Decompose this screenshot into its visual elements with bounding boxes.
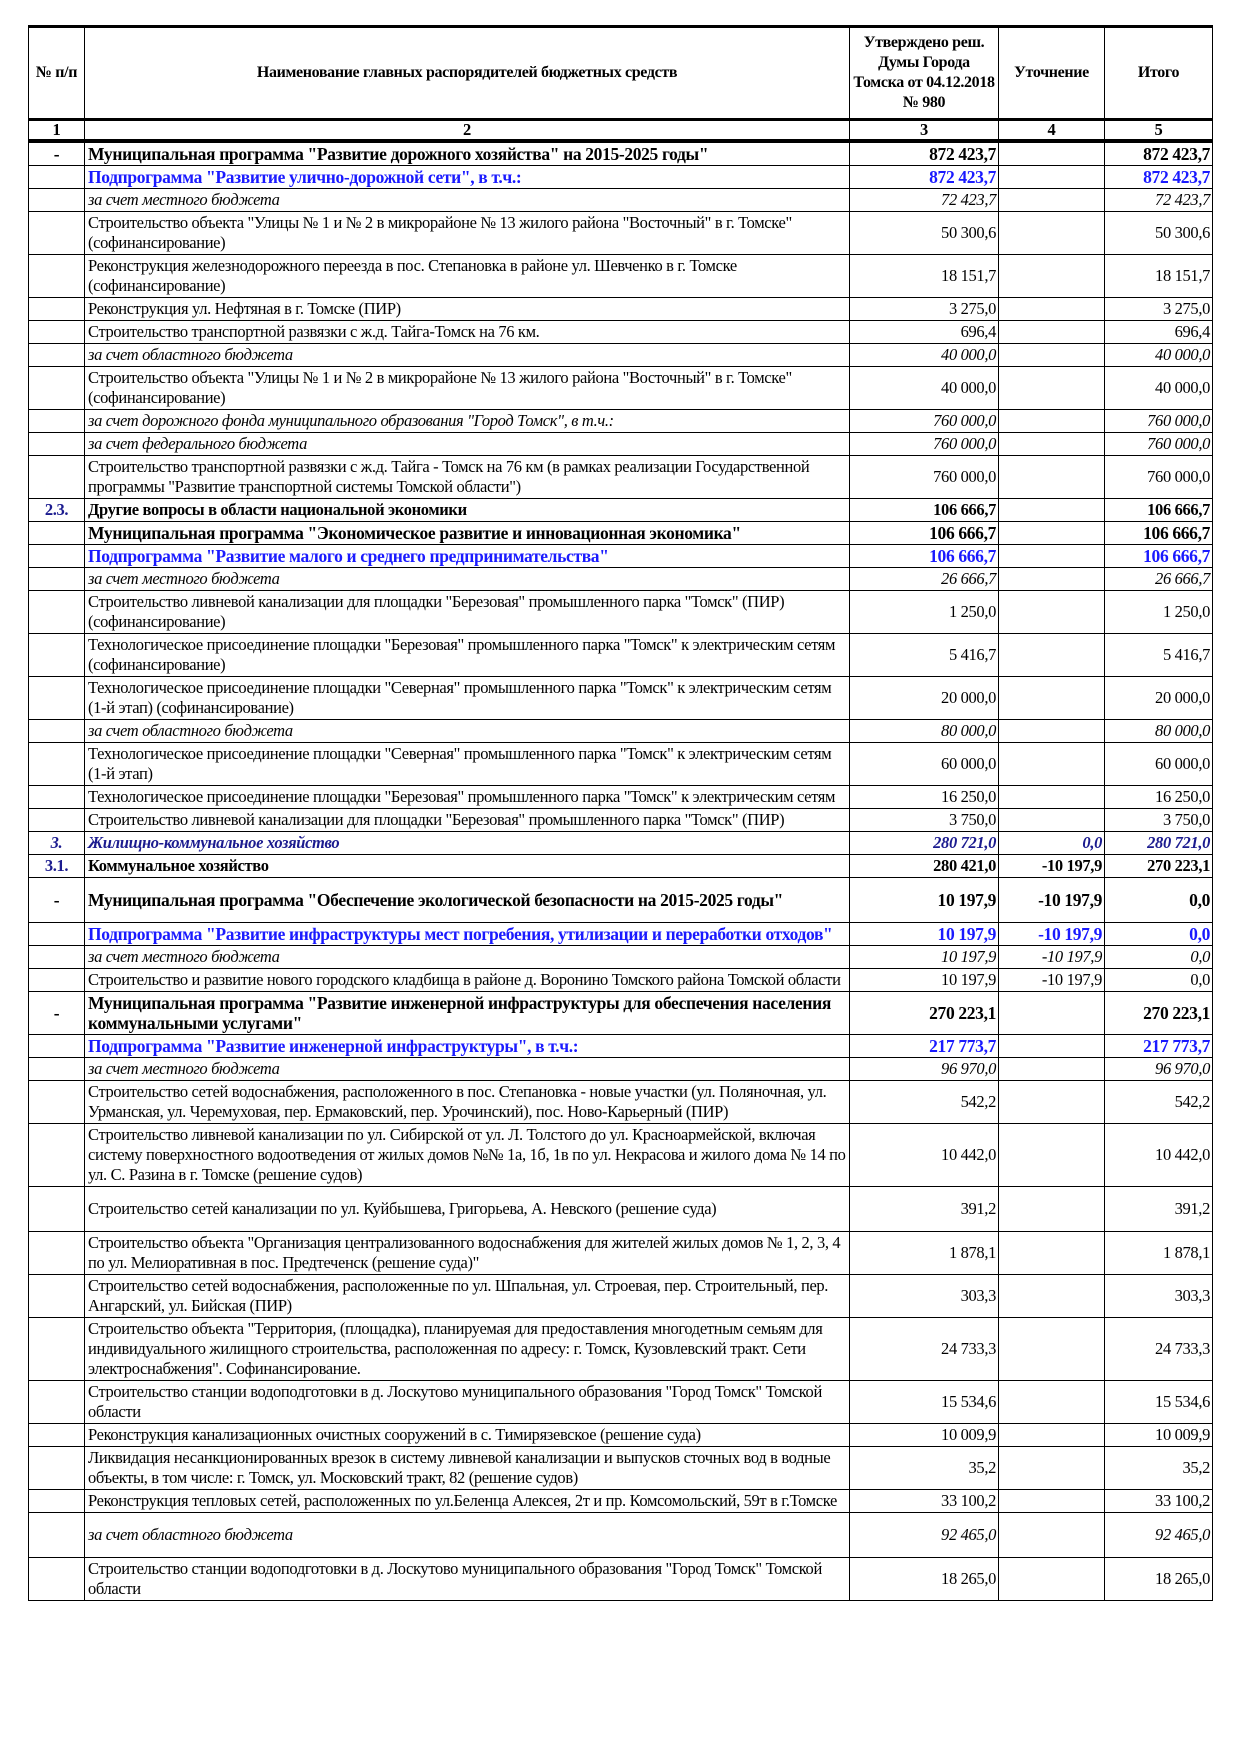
table-row (29, 1490, 1213, 1513)
row-number (29, 786, 85, 809)
row-number (29, 1058, 85, 1081)
total-value: 24 733,3 (1105, 1318, 1213, 1381)
row-name: Реконструкция тепловых сетей, расположенных по ул.Беленца Алексея, 2т и пр. Комсомольский, 59т в г.Томске (85, 1490, 850, 1513)
row-number (29, 522, 85, 545)
approved-value: 270 223,1 (850, 992, 999, 1035)
change-value (999, 1124, 1105, 1187)
table-row (29, 786, 1213, 809)
row-number (29, 410, 85, 433)
row-number (29, 321, 85, 344)
table-body (29, 141, 1213, 1601)
total-value: 303,3 (1105, 1275, 1213, 1318)
table-row (29, 946, 1213, 969)
total-value: 872 423,7 (1105, 141, 1213, 166)
change-value (999, 1447, 1105, 1490)
header-approved: Утверждено реш. Думы Города Томска от 04.12.2018 № 980 (850, 27, 999, 120)
approved-value: 24 733,3 (850, 1318, 999, 1381)
approved-value: 15 534,6 (850, 1381, 999, 1424)
change-value (999, 568, 1105, 591)
approved-value: 872 423,7 (850, 166, 999, 189)
approved-value: 760 000,0 (850, 456, 999, 499)
table-row (29, 1232, 1213, 1275)
change-value (999, 545, 1105, 568)
change-value (999, 677, 1105, 720)
total-value: 760 000,0 (1105, 410, 1213, 433)
row-name: за счет областного бюджета (85, 720, 850, 743)
table-row (29, 141, 1213, 166)
change-value (999, 1058, 1105, 1081)
row-name: Строительство ливневой канализации по ул. Сибирской от ул. Л. Толстого до ул. Красноармейской, включая систему поверхностного водоотведения от жилых домов №№ 1а, 1б, 1в по ул. Некрасова и жилого дома № 14 по ул. С. Разина в г. Томске (решение судов) (85, 1124, 850, 1187)
row-name: Подпрограмма "Развитие инфраструктуры мест погребения, утилизации и переработки отходов" (85, 923, 850, 946)
change-value: -10 197,9 (999, 969, 1105, 992)
row-number (29, 568, 85, 591)
row-number (29, 969, 85, 992)
row-name: Строительство объекта "Территория, (площадка), планируемая для предоставления многодетным семьям для индивидуального жилищного строительства, расположенная по адресу: г. Томск, Кузовлевский тракт. Сети электроснабжения". Софинансирование. (85, 1318, 850, 1381)
total-value: 106 666,7 (1105, 522, 1213, 545)
row-name: за счет федерального бюджета (85, 433, 850, 456)
change-value (999, 591, 1105, 634)
table-row (29, 809, 1213, 832)
approved-value: 1 250,0 (850, 591, 999, 634)
row-number: - (29, 992, 85, 1035)
total-value: 0,0 (1105, 969, 1213, 992)
table-row (29, 1081, 1213, 1124)
total-value: 10 442,0 (1105, 1124, 1213, 1187)
change-value (999, 992, 1105, 1035)
total-value: 391,2 (1105, 1187, 1213, 1232)
row-number (29, 1232, 85, 1275)
row-name: Строительство объекта "Улицы № 1 и № 2 в микрорайоне № 13 жилого района "Восточный" в г. Томске" (софинансирование) (85, 367, 850, 410)
total-value: 96 970,0 (1105, 1058, 1213, 1081)
table-row (29, 923, 1213, 946)
table-row (29, 298, 1213, 321)
row-name: Коммунальное хозяйство (85, 855, 850, 878)
total-value: 1 878,1 (1105, 1232, 1213, 1275)
change-value (999, 166, 1105, 189)
change-value (999, 786, 1105, 809)
row-number (29, 634, 85, 677)
approved-value: 696,4 (850, 321, 999, 344)
change-value (999, 1558, 1105, 1601)
approved-value: 10 197,9 (850, 969, 999, 992)
total-value: 80 000,0 (1105, 720, 1213, 743)
header-total: Итого (1105, 27, 1213, 120)
approved-value: 33 100,2 (850, 1490, 999, 1513)
total-value: 72 423,7 (1105, 189, 1213, 212)
total-value: 760 000,0 (1105, 456, 1213, 499)
row-name: Подпрограмма "Развитие улично-дорожной сети", в т.ч.: (85, 166, 850, 189)
total-value: 18 151,7 (1105, 255, 1213, 298)
row-name: за счет местного бюджета (85, 1058, 850, 1081)
change-value (999, 809, 1105, 832)
approved-value: 16 250,0 (850, 786, 999, 809)
approved-value: 10 197,9 (850, 946, 999, 969)
row-number (29, 1381, 85, 1424)
table-row (29, 992, 1213, 1035)
row-name: Муниципальная программа "Обеспечение экологической безопасности на 2015-2025 годы" (85, 878, 850, 923)
row-number: - (29, 141, 85, 166)
total-value: 0,0 (1105, 923, 1213, 946)
row-number: 3. (29, 832, 85, 855)
total-value: 270 223,1 (1105, 992, 1213, 1035)
table-row (29, 344, 1213, 367)
row-number (29, 1275, 85, 1318)
row-name: Строительство сетей канализации по ул. Куйбышева, Григорьева, А. Невского (решение суда) (85, 1187, 850, 1232)
change-value (999, 212, 1105, 255)
change-value (999, 1381, 1105, 1424)
total-value: 16 250,0 (1105, 786, 1213, 809)
row-number (29, 1187, 85, 1232)
row-number (29, 189, 85, 212)
change-value (999, 1035, 1105, 1058)
change-value (999, 1318, 1105, 1381)
approved-value: 280 721,0 (850, 832, 999, 855)
table-row (29, 591, 1213, 634)
table-row (29, 321, 1213, 344)
approved-value: 3 750,0 (850, 809, 999, 832)
total-value: 40 000,0 (1105, 344, 1213, 367)
row-name: Строительство сетей водоснабжения, расположенного в пос. Степановка - новые участки (ул. Поляночная, ул. Урманская, ул. Черемуховая, пер. Ермаковский, пер. Урочинский), пос. Ново-Карьерный (ПИР) (85, 1081, 850, 1124)
row-name: за счет областного бюджета (85, 1513, 850, 1558)
row-name: за счет дорожного фонда муниципального образования "Город Томск", в т.ч.: (85, 410, 850, 433)
total-value: 15 534,6 (1105, 1381, 1213, 1424)
change-value (999, 522, 1105, 545)
approved-value: 40 000,0 (850, 367, 999, 410)
row-number (29, 1318, 85, 1381)
table-row (29, 1513, 1213, 1558)
table-row (29, 634, 1213, 677)
row-name: за счет областного бюджета (85, 344, 850, 367)
change-value (999, 298, 1105, 321)
row-name: Технологическое присоединение площадки "Северная" промышленного парка "Томск" к электрическим сетям (1-й этап) (85, 743, 850, 786)
row-number (29, 1447, 85, 1490)
approved-value: 72 423,7 (850, 189, 999, 212)
table-row (29, 212, 1213, 255)
budget-table (28, 25, 1213, 1601)
row-name: Реконструкция железнодорожного переезда в пос. Степановка в районе ул. Шевченко в г. Томске (софинансирование) (85, 255, 850, 298)
total-value: 92 465,0 (1105, 1513, 1213, 1558)
approved-value: 106 666,7 (850, 499, 999, 522)
row-number (29, 344, 85, 367)
change-value (999, 1490, 1105, 1513)
row-number: 2.3. (29, 499, 85, 522)
row-name: Строительство и развитие нового городского кладбища в районе д. Воронино Томского района Томской области (85, 969, 850, 992)
total-value: 3 750,0 (1105, 809, 1213, 832)
table-header-row (29, 27, 1213, 120)
change-value: 0,0 (999, 832, 1105, 855)
row-name: Ликвидация несанкционированных врезок в систему ливневой канализации и выпусков сточных вод в водные объекты, в том числе: г. Томск, ул. Московский тракт, 82 (решение судов) (85, 1447, 850, 1490)
change-value: -10 197,9 (999, 946, 1105, 969)
table-row (29, 545, 1213, 568)
change-value (999, 1275, 1105, 1318)
row-name: Муниципальная программа "Развитие дорожного хозяйства" на 2015-2025 годы" (85, 141, 850, 166)
table-row (29, 1058, 1213, 1081)
row-name: Муниципальная программа "Экономическое развитие и инновационная экономика" (85, 522, 850, 545)
change-value (999, 189, 1105, 212)
table-row (29, 1275, 1213, 1318)
row-name: за счет местного бюджета (85, 189, 850, 212)
approved-value: 10 442,0 (850, 1124, 999, 1187)
row-name: Реконструкция канализационных очистных сооружений в с. Тимирязевское (решение суда) (85, 1424, 850, 1447)
total-value: 542,2 (1105, 1081, 1213, 1124)
row-number (29, 946, 85, 969)
table-row (29, 1124, 1213, 1187)
row-name: Технологическое присоединение площадки "Березовая" промышленного парка "Томск" к электрическим сетям (85, 786, 850, 809)
change-value (999, 1232, 1105, 1275)
approved-value: 106 666,7 (850, 545, 999, 568)
change-value (999, 1081, 1105, 1124)
change-value (999, 1424, 1105, 1447)
table-row (29, 433, 1213, 456)
row-name: Другие вопросы в области национальной экономики (85, 499, 850, 522)
column-number: 1 (29, 120, 85, 142)
row-number (29, 743, 85, 786)
approved-value: 5 416,7 (850, 634, 999, 677)
approved-value: 26 666,7 (850, 568, 999, 591)
approved-value: 10 009,9 (850, 1424, 999, 1447)
row-number (29, 1490, 85, 1513)
row-name: Муниципальная программа "Развитие инженерной инфраструктуры для обеспечения населения коммунальными услугами" (85, 992, 850, 1035)
column-number-row (29, 120, 1213, 142)
total-value: 696,4 (1105, 321, 1213, 344)
row-number (29, 255, 85, 298)
approved-value: 80 000,0 (850, 720, 999, 743)
change-value (999, 141, 1105, 166)
table-row (29, 522, 1213, 545)
row-number (29, 809, 85, 832)
row-name: Строительство транспортной развязки с ж.д. Тайга-Томск на 76 км. (85, 321, 850, 344)
change-value (999, 456, 1105, 499)
change-value (999, 634, 1105, 677)
row-name: Реконструкция ул. Нефтяная в г. Томске (ПИР) (85, 298, 850, 321)
approved-value: 760 000,0 (850, 433, 999, 456)
column-number: 3 (850, 120, 999, 142)
change-value (999, 410, 1105, 433)
table-row (29, 456, 1213, 499)
row-number (29, 1081, 85, 1124)
row-name: за счет местного бюджета (85, 568, 850, 591)
approved-value: 872 423,7 (850, 141, 999, 166)
approved-value: 303,3 (850, 1275, 999, 1318)
row-number (29, 545, 85, 568)
row-number (29, 1035, 85, 1058)
row-number (29, 212, 85, 255)
change-value (999, 1187, 1105, 1232)
row-number (29, 677, 85, 720)
row-number (29, 1558, 85, 1601)
table-row (29, 1447, 1213, 1490)
row-number (29, 298, 85, 321)
row-name: Строительство сетей водоснабжения, расположенные по ул. Шпальная, ул. Строевая, пер. Строительный, пер. Ангарский, ул. Бийская (ПИР) (85, 1275, 850, 1318)
table-row (29, 166, 1213, 189)
approved-value: 3 275,0 (850, 298, 999, 321)
table-row (29, 1381, 1213, 1424)
change-value: -10 197,9 (999, 923, 1105, 946)
total-value: 33 100,2 (1105, 1490, 1213, 1513)
total-value: 106 666,7 (1105, 499, 1213, 522)
row-number (29, 1424, 85, 1447)
change-value (999, 720, 1105, 743)
row-name: Строительство ливневой канализации для площадки "Березовая" промышленного парка "Томск" (ПИР) (85, 809, 850, 832)
total-value: 10 009,9 (1105, 1424, 1213, 1447)
change-value (999, 433, 1105, 456)
total-value: 270 223,1 (1105, 855, 1213, 878)
row-name: Строительство станции водоподготовки в д. Лоскутово муниципального образования "Город Томск" Томской области (85, 1381, 850, 1424)
approved-value: 280 421,0 (850, 855, 999, 878)
total-value: 18 265,0 (1105, 1558, 1213, 1601)
table-row (29, 743, 1213, 786)
change-value (999, 344, 1105, 367)
total-value: 872 423,7 (1105, 166, 1213, 189)
table-row (29, 1424, 1213, 1447)
total-value: 106 666,7 (1105, 545, 1213, 568)
row-number: 3.1. (29, 855, 85, 878)
approved-value: 60 000,0 (850, 743, 999, 786)
total-value: 760 000,0 (1105, 433, 1213, 456)
row-name: Строительство объекта "Организация централизованного водоснабжения для жителей жилых домов № 1, 2, 3, 4 по ул. Мелиоративная в пос. Предтеченск (решение суда)" (85, 1232, 850, 1275)
table-row (29, 855, 1213, 878)
total-value: 40 000,0 (1105, 367, 1213, 410)
total-value: 0,0 (1105, 946, 1213, 969)
total-value: 217 773,7 (1105, 1035, 1213, 1058)
approved-value: 35,2 (850, 1447, 999, 1490)
approved-value: 760 000,0 (850, 410, 999, 433)
total-value: 280 721,0 (1105, 832, 1213, 855)
approved-value: 96 970,0 (850, 1058, 999, 1081)
approved-value: 92 465,0 (850, 1513, 999, 1558)
table-row (29, 189, 1213, 212)
change-value (999, 321, 1105, 344)
total-value: 1 250,0 (1105, 591, 1213, 634)
approved-value: 10 197,9 (850, 878, 999, 923)
table-row (29, 969, 1213, 992)
header-name: Наименование главных распорядителей бюджетных средств (85, 27, 850, 120)
row-number (29, 720, 85, 743)
row-name: Подпрограмма "Развитие инженерной инфраструктуры", в т.ч.: (85, 1035, 850, 1058)
total-value: 35,2 (1105, 1447, 1213, 1490)
approved-value: 50 300,6 (850, 212, 999, 255)
table-row (29, 568, 1213, 591)
change-value (999, 1513, 1105, 1558)
total-value: 3 275,0 (1105, 298, 1213, 321)
header-number: № п/п (29, 27, 85, 120)
row-name: Жилищно-коммунальное хозяйство (85, 832, 850, 855)
row-number (29, 591, 85, 634)
approved-value: 40 000,0 (850, 344, 999, 367)
change-value (999, 255, 1105, 298)
total-value: 26 666,7 (1105, 568, 1213, 591)
total-value: 0,0 (1105, 878, 1213, 923)
total-value: 5 416,7 (1105, 634, 1213, 677)
approved-value: 217 773,7 (850, 1035, 999, 1058)
row-name: за счет местного бюджета (85, 946, 850, 969)
approved-value: 10 197,9 (850, 923, 999, 946)
total-value: 60 000,0 (1105, 743, 1213, 786)
table-row (29, 677, 1213, 720)
table-row (29, 720, 1213, 743)
row-number (29, 923, 85, 946)
row-number (29, 456, 85, 499)
row-number (29, 1513, 85, 1558)
row-number: - (29, 878, 85, 923)
change-value: -10 197,9 (999, 878, 1105, 923)
change-value (999, 367, 1105, 410)
change-value: -10 197,9 (999, 855, 1105, 878)
change-value (999, 499, 1105, 522)
row-name: Строительство станции водоподготовки в д. Лоскутово муниципального образования "Город Томск" Томской области (85, 1558, 850, 1601)
row-name: Подпрограмма "Развитие малого и среднего предпринимательства" (85, 545, 850, 568)
row-name: Технологическое присоединение площадки "Березовая" промышленного парка "Томск" к электрическим сетям (софинансирование) (85, 634, 850, 677)
approved-value: 1 878,1 (850, 1232, 999, 1275)
table-row (29, 499, 1213, 522)
total-value: 50 300,6 (1105, 212, 1213, 255)
row-number (29, 1124, 85, 1187)
change-value (999, 743, 1105, 786)
table-row (29, 832, 1213, 855)
row-number (29, 433, 85, 456)
approved-value: 18 265,0 (850, 1558, 999, 1601)
row-name: Строительство объекта "Улицы № 1 и № 2 в микрорайоне № 13 жилого района "Восточный" в г. Томске" (софинансирование) (85, 212, 850, 255)
approved-value: 18 151,7 (850, 255, 999, 298)
approved-value: 20 000,0 (850, 677, 999, 720)
column-number: 4 (999, 120, 1105, 142)
approved-value: 106 666,7 (850, 522, 999, 545)
header-change: Уточнение (999, 27, 1105, 120)
table-row (29, 1558, 1213, 1601)
table-row (29, 367, 1213, 410)
table-row (29, 410, 1213, 433)
row-number (29, 166, 85, 189)
table-row (29, 1187, 1213, 1232)
table-row (29, 255, 1213, 298)
approved-value: 391,2 (850, 1187, 999, 1232)
row-name: Строительство ливневой канализации для площадки "Березовая" промышленного парка "Томск" (ПИР) (софинансирование) (85, 591, 850, 634)
column-number: 5 (1105, 120, 1213, 142)
table-row (29, 1035, 1213, 1058)
total-value: 20 000,0 (1105, 677, 1213, 720)
approved-value: 542,2 (850, 1081, 999, 1124)
table-row (29, 1318, 1213, 1381)
row-name: Строительство транспортной развязки с ж.д. Тайга - Томск на 76 км (в рамках реализации Государственной программы "Развитие транспортной системы Томской области") (85, 456, 850, 499)
row-number (29, 367, 85, 410)
row-name: Технологическое присоединение площадки "Северная" промышленного парка "Томск" к электрическим сетям (1-й этап) (софинансирование) (85, 677, 850, 720)
column-number: 2 (85, 120, 850, 142)
table-row (29, 878, 1213, 923)
